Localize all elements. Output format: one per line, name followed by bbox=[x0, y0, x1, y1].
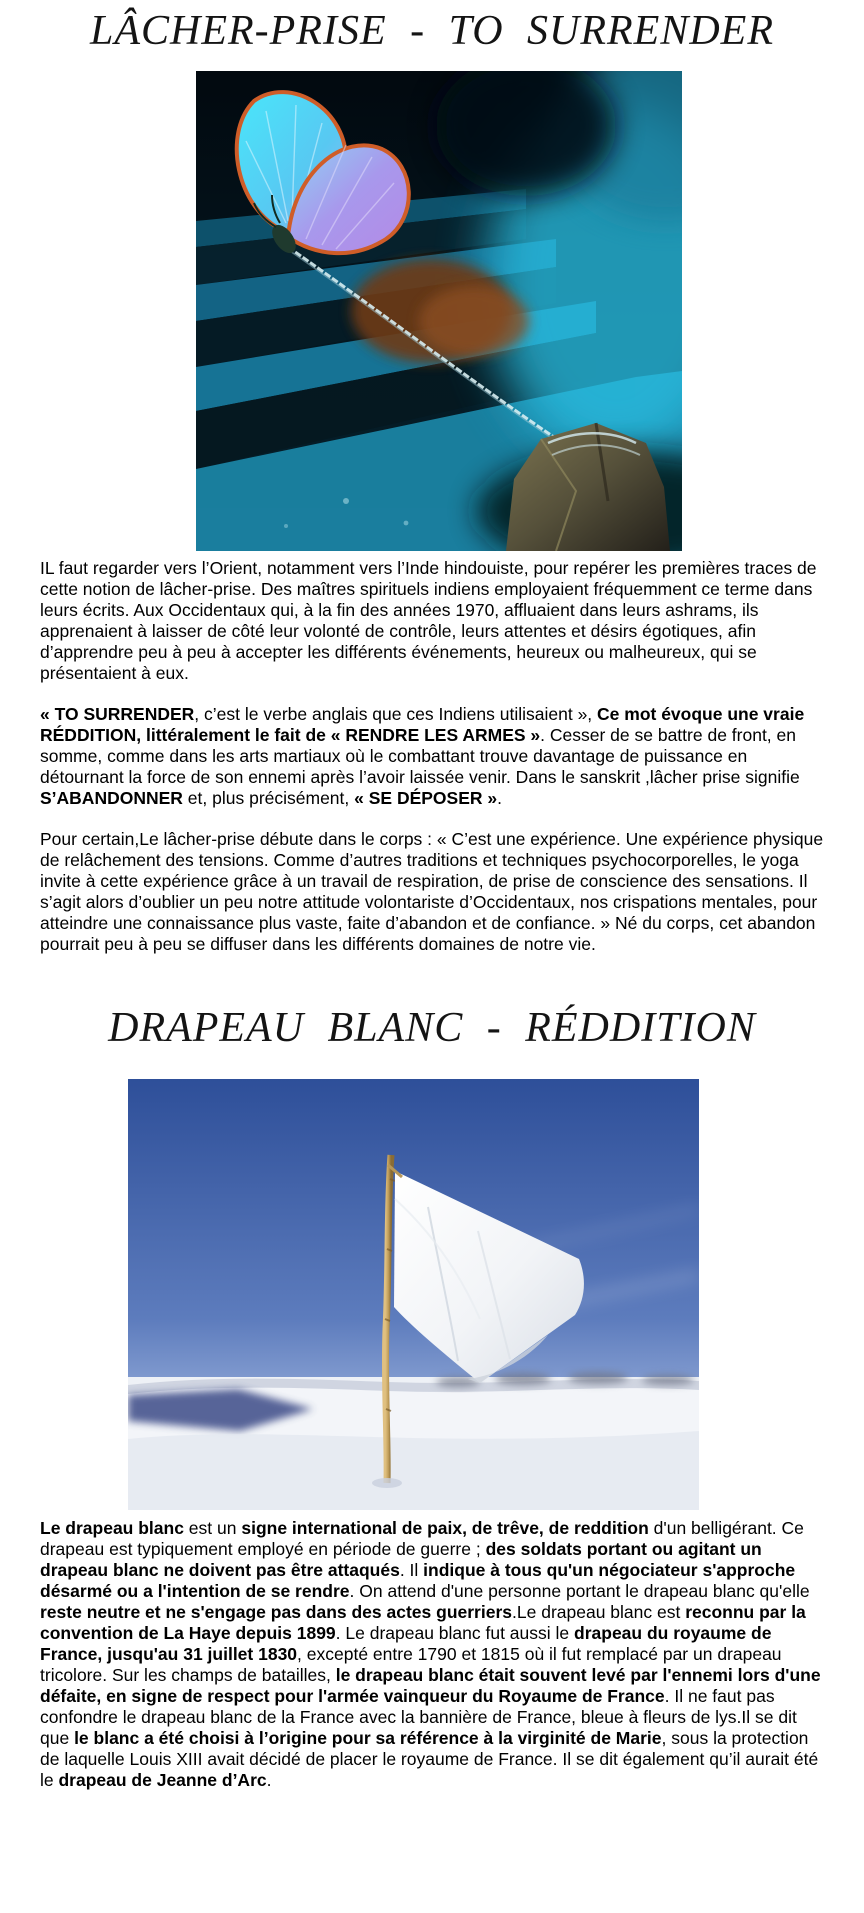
bold-text: signe international de paix, de trêve, de reddition bbox=[241, 1518, 649, 1538]
section1-text bbox=[40, 558, 824, 955]
bold-text: « TO SURRENDER bbox=[40, 704, 195, 724]
paragraph: IL faut regarder vers l’Orient, notamment vers l’Inde hindouiste, pour repérer les premières traces de cette notion de lâcher-prise. Des maîtres spirituels indiens employaient fréquemment ce terme dans leurs écrits. Aux Occidentaux qui, à la fin des années 1970, affluaient dans leurs ashrams, ils apprenaient à laisser de côté leur volonté de contrôle, leurs attentes et désirs égotiques, afin d’apprendre peu à peu à accepter les différents événements, heureux ou malheureux, qui se présentaient à eux. bbox=[40, 558, 817, 683]
bold-text: drapeau de Jeanne d’Arc bbox=[58, 1770, 267, 1790]
bold-text: le drapeau blanc était souvent levé par l'ennemi lors d'une défaite, en signe de respect pour l'armée vainqueur du Royaume de France bbox=[40, 1665, 821, 1706]
bold-text: Ce mot évoque une vraie RÉDDITION, littéralement le fait de « RENDRE LES ARMES » bbox=[40, 704, 805, 745]
paragraph: Le drapeau blanc est un signe international de paix, de trêve, de reddition d'un belligérant. Ce drapeau est typiquement employé en période de guerre ; des soldats portant ou agitant un drapeau blanc ne doivent pas être attaqués. Il indique à tous qu'un négociateur s'approche désarmé ou a l'intention de se rendre. On attend d'une personne portant le drapeau blanc qu'elle reste neutre et ne s'engage pas dans des actes guerriers.Le drapeau blanc est reconnu par la convention de La Haye depuis 1899. Le drapeau blanc fut aussi le drapeau du royaume de France, jusqu'au 31 juillet 1830, excepté entre 1790 et 1815 où il fut remplacé par un drapeau tricolore. Sur les champs de batailles, le drapeau blanc était souvent levé par l'ennemi lors d'une défaite, en signe de respect pour l'armée vainqueur du Royaume de France. Il ne faut pas confondre le drapeau blanc de la France avec la bannière de France, bleue à fleurs de lys.Il se dit que le blanc a été choisi à l’origine pour sa référence à la virginité de Marie, sous la protection de laquelle Louis XIII avait décidé de placer le royaume de France. Il se dit également qu’il aurait été le drapeau de Jeanne d’Arc. bbox=[40, 1518, 821, 1790]
bold-text: indique à tous qu'un négociateur s'approche désarmé ou a l'intention de se rendre bbox=[40, 1560, 796, 1601]
white-flag-image bbox=[128, 1079, 699, 1510]
bold-text: le blanc a été choisi à l’origine pour sa référence à la virginité de Marie bbox=[74, 1728, 662, 1748]
bold-text: drapeau du royaume de France, jusqu'au 31 juillet 1830 bbox=[40, 1623, 772, 1664]
bold-text: S’ABANDONNER bbox=[40, 788, 183, 808]
paragraph: « TO SURRENDER, c’est le verbe anglais que ces Indiens utilisaient », Ce mot évoque une vraie RÉDDITION, littéralement le fait de « RENDRE LES ARMES ». Cesser de se battre de front, en somme, comme dans les arts martiaux où le combattant trouve davantage de puissance en détournant la force de son ennemi après l’avoir laissée venir. Dans le sanskrit ,lâcher prise signifie S’ABANDONNER et, plus précisément, « SE DÉPOSER ». bbox=[40, 704, 805, 808]
paragraph: Pour certain,Le lâcher-prise débute dans le corps : « C’est une expérience. Une expérience physique de relâchement des tensions. Comme d’autres traditions et techniques psychocorporelles, le yoga invite à cette expérience grâce à un travail de respiration, de prise de conscience des sensations. Il s’agit alors d’oublier un peu notre attitude volontariste d’Occidentaux, nos crispations mentales, pour atteindre une connaissance plus vaste, faite d’abandon et de confiance. » Né du corps, cet abandon pourrait peu à peu se diffuser dans les différents domaines de notre vie. bbox=[40, 829, 824, 954]
bold-text: des soldats portant ou agitant un drapeau blanc ne doivent pas être attaqués bbox=[40, 1539, 762, 1580]
bold-text: reconnu par la convention de La Haye depuis 1899 bbox=[40, 1602, 806, 1643]
snow-ground bbox=[128, 1372, 699, 1510]
section2-title: DRAPEAU BLANC - RÉDDITION bbox=[108, 1005, 756, 1051]
section1-title: LÂCHER-PRISE - TO SURRENDER bbox=[90, 8, 774, 54]
white-flag-illustration bbox=[128, 1079, 699, 1510]
butterfly-illustration bbox=[196, 71, 682, 551]
bold-text: Le drapeau blanc bbox=[40, 1518, 184, 1538]
section2-text bbox=[40, 1518, 824, 1791]
bold-text: « SE DÉPOSER » bbox=[354, 788, 498, 808]
bold-text: reste neutre et ne s'engage pas dans des actes guerriers bbox=[40, 1602, 513, 1622]
butterfly-image bbox=[196, 71, 682, 551]
